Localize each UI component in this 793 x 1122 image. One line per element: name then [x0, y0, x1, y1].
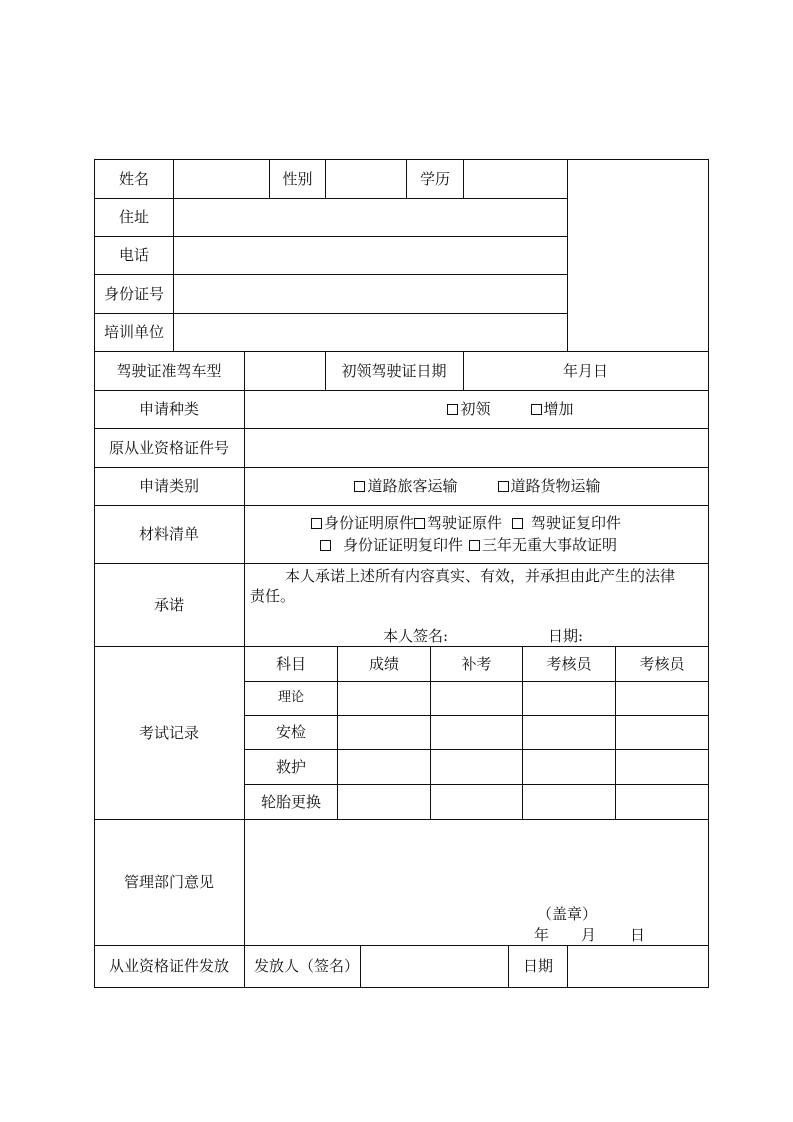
exam-header-subject: 科目: [275, 654, 306, 673]
no-accident-proof-option[interactable]: 三年无重大事故证明: [469, 535, 617, 555]
first-license-date-label: 初领驾驶证日期: [341, 361, 447, 380]
id-original-option[interactable]: 身份证明原件: [311, 513, 414, 533]
signature-label: 本人签名:: [383, 627, 449, 645]
exam-cell[interactable]: [616, 716, 708, 749]
apply-kind-add-option[interactable]: 增加: [531, 399, 574, 419]
issuer-label: 发放人（签名）: [254, 957, 360, 975]
address-label: 住址: [118, 208, 149, 226]
training-unit-label: 培训单位: [103, 323, 164, 341]
table-border-bottom: [94, 987, 709, 988]
checkbox-icon[interactable]: [311, 518, 322, 529]
exam-subject-theory: 理论: [277, 690, 304, 705]
training-unit-field[interactable]: [174, 314, 567, 350]
exam-cell[interactable]: [616, 785, 708, 819]
opinion-day-label: 日: [630, 926, 646, 944]
apply-kind-options: [245, 390, 708, 428]
id-copy-option[interactable]: 身份证证明复印件: [320, 535, 463, 555]
exam-header-retake: 补考: [461, 654, 492, 673]
apply-kind-first-option[interactable]: 初领: [447, 399, 490, 419]
license-type-field[interactable]: [245, 352, 325, 389]
passenger-transport-option[interactable]: 道路旅客运输: [354, 476, 457, 496]
apply-category-options: [245, 467, 708, 505]
exam-subject-tire-change: 轮胎更换: [260, 792, 321, 811]
exam-cell[interactable]: [338, 750, 430, 784]
pledge-date-field[interactable]: [608, 626, 706, 646]
pledge-text-line-1: 本人承诺上述所有内容真实、有效，并承担由此产生的法律: [285, 567, 676, 585]
education-label: 学历: [419, 169, 450, 188]
exam-cell[interactable]: [431, 785, 522, 819]
exam-cell[interactable]: [338, 682, 430, 715]
exam-cell[interactable]: [431, 716, 522, 749]
checkbox-icon[interactable]: [531, 404, 542, 415]
pledge-text-line-2: 责任。: [250, 587, 296, 605]
checkbox-icon[interactable]: [469, 540, 480, 551]
exam-header-examiner-2: 考核员: [639, 654, 685, 673]
exam-header-examiner-1: 考核员: [546, 654, 592, 673]
pledge-label: 承诺: [153, 595, 184, 614]
exam-record-label: 考试记录: [138, 723, 199, 742]
issue-date-label: 日期: [522, 957, 553, 975]
first-license-date-field[interactable]: 年月日: [562, 361, 608, 380]
materials-row-2: [320, 535, 706, 555]
education-field[interactable]: [464, 160, 567, 197]
address-field[interactable]: [174, 199, 567, 235]
id-number-label: 身份证号: [103, 284, 164, 303]
materials-label: 材料清单: [138, 525, 199, 543]
id-number-field[interactable]: [174, 275, 567, 312]
checkbox-icon[interactable]: [447, 404, 458, 415]
exam-header-score: 成绩: [368, 654, 399, 673]
former-cert-field[interactable]: [245, 429, 708, 466]
exam-cell[interactable]: [431, 750, 522, 784]
gender-label: 性别: [282, 169, 313, 188]
former-cert-label: 原从业资格证件号: [108, 438, 229, 457]
exam-cell[interactable]: [431, 682, 522, 715]
exam-cell[interactable]: [338, 785, 430, 819]
exam-cell[interactable]: [523, 682, 615, 715]
checkbox-icon[interactable]: [354, 481, 365, 492]
exam-subject-safety-check: 安检: [275, 723, 306, 741]
license-original-option[interactable]: 驾驶证原件: [414, 513, 502, 533]
gender-field[interactable]: [326, 160, 406, 197]
management-opinion-field[interactable]: [245, 820, 708, 905]
exam-cell[interactable]: [523, 750, 615, 784]
phone-field[interactable]: [174, 237, 567, 273]
checkbox-icon[interactable]: [512, 518, 523, 529]
opinion-year-label: 年: [534, 926, 550, 944]
license-type-label: 驾驶证准驾车型: [116, 361, 222, 380]
issuer-signature-field[interactable]: [361, 946, 508, 986]
checkbox-icon[interactable]: [320, 540, 331, 551]
materials-row-1: [311, 513, 706, 533]
name-label: 姓名: [118, 169, 149, 188]
exam-subject-first-aid: 救护: [275, 757, 306, 776]
exam-cell[interactable]: [616, 682, 708, 715]
pledge-date-label: 日期:: [548, 627, 584, 645]
cert-issue-label: 从业资格证件发放: [108, 957, 229, 975]
checkbox-icon[interactable]: [498, 481, 509, 492]
license-copy-option[interactable]: 驾驶证复印件: [512, 513, 621, 533]
exam-cell[interactable]: [523, 716, 615, 749]
exam-cell[interactable]: [523, 785, 615, 819]
apply-kind-label: 申请种类: [138, 400, 199, 418]
cargo-transport-option[interactable]: 道路货物运输: [498, 476, 601, 496]
stamp-label: （盖章）: [537, 905, 598, 923]
checkbox-icon[interactable]: [414, 518, 425, 529]
issue-date-field[interactable]: [568, 946, 708, 986]
signature-field[interactable]: [473, 626, 543, 646]
table-border-right: [708, 159, 709, 988]
management-opinion-label: 管理部门意见: [123, 873, 214, 891]
exam-cell[interactable]: [616, 750, 708, 784]
photo-box[interactable]: [568, 160, 708, 350]
apply-category-label: 申请类别: [138, 477, 199, 495]
exam-cell[interactable]: [338, 716, 430, 749]
name-field[interactable]: [174, 160, 269, 197]
opinion-month-label: 月: [581, 926, 597, 944]
phone-label: 电话: [118, 246, 149, 264]
